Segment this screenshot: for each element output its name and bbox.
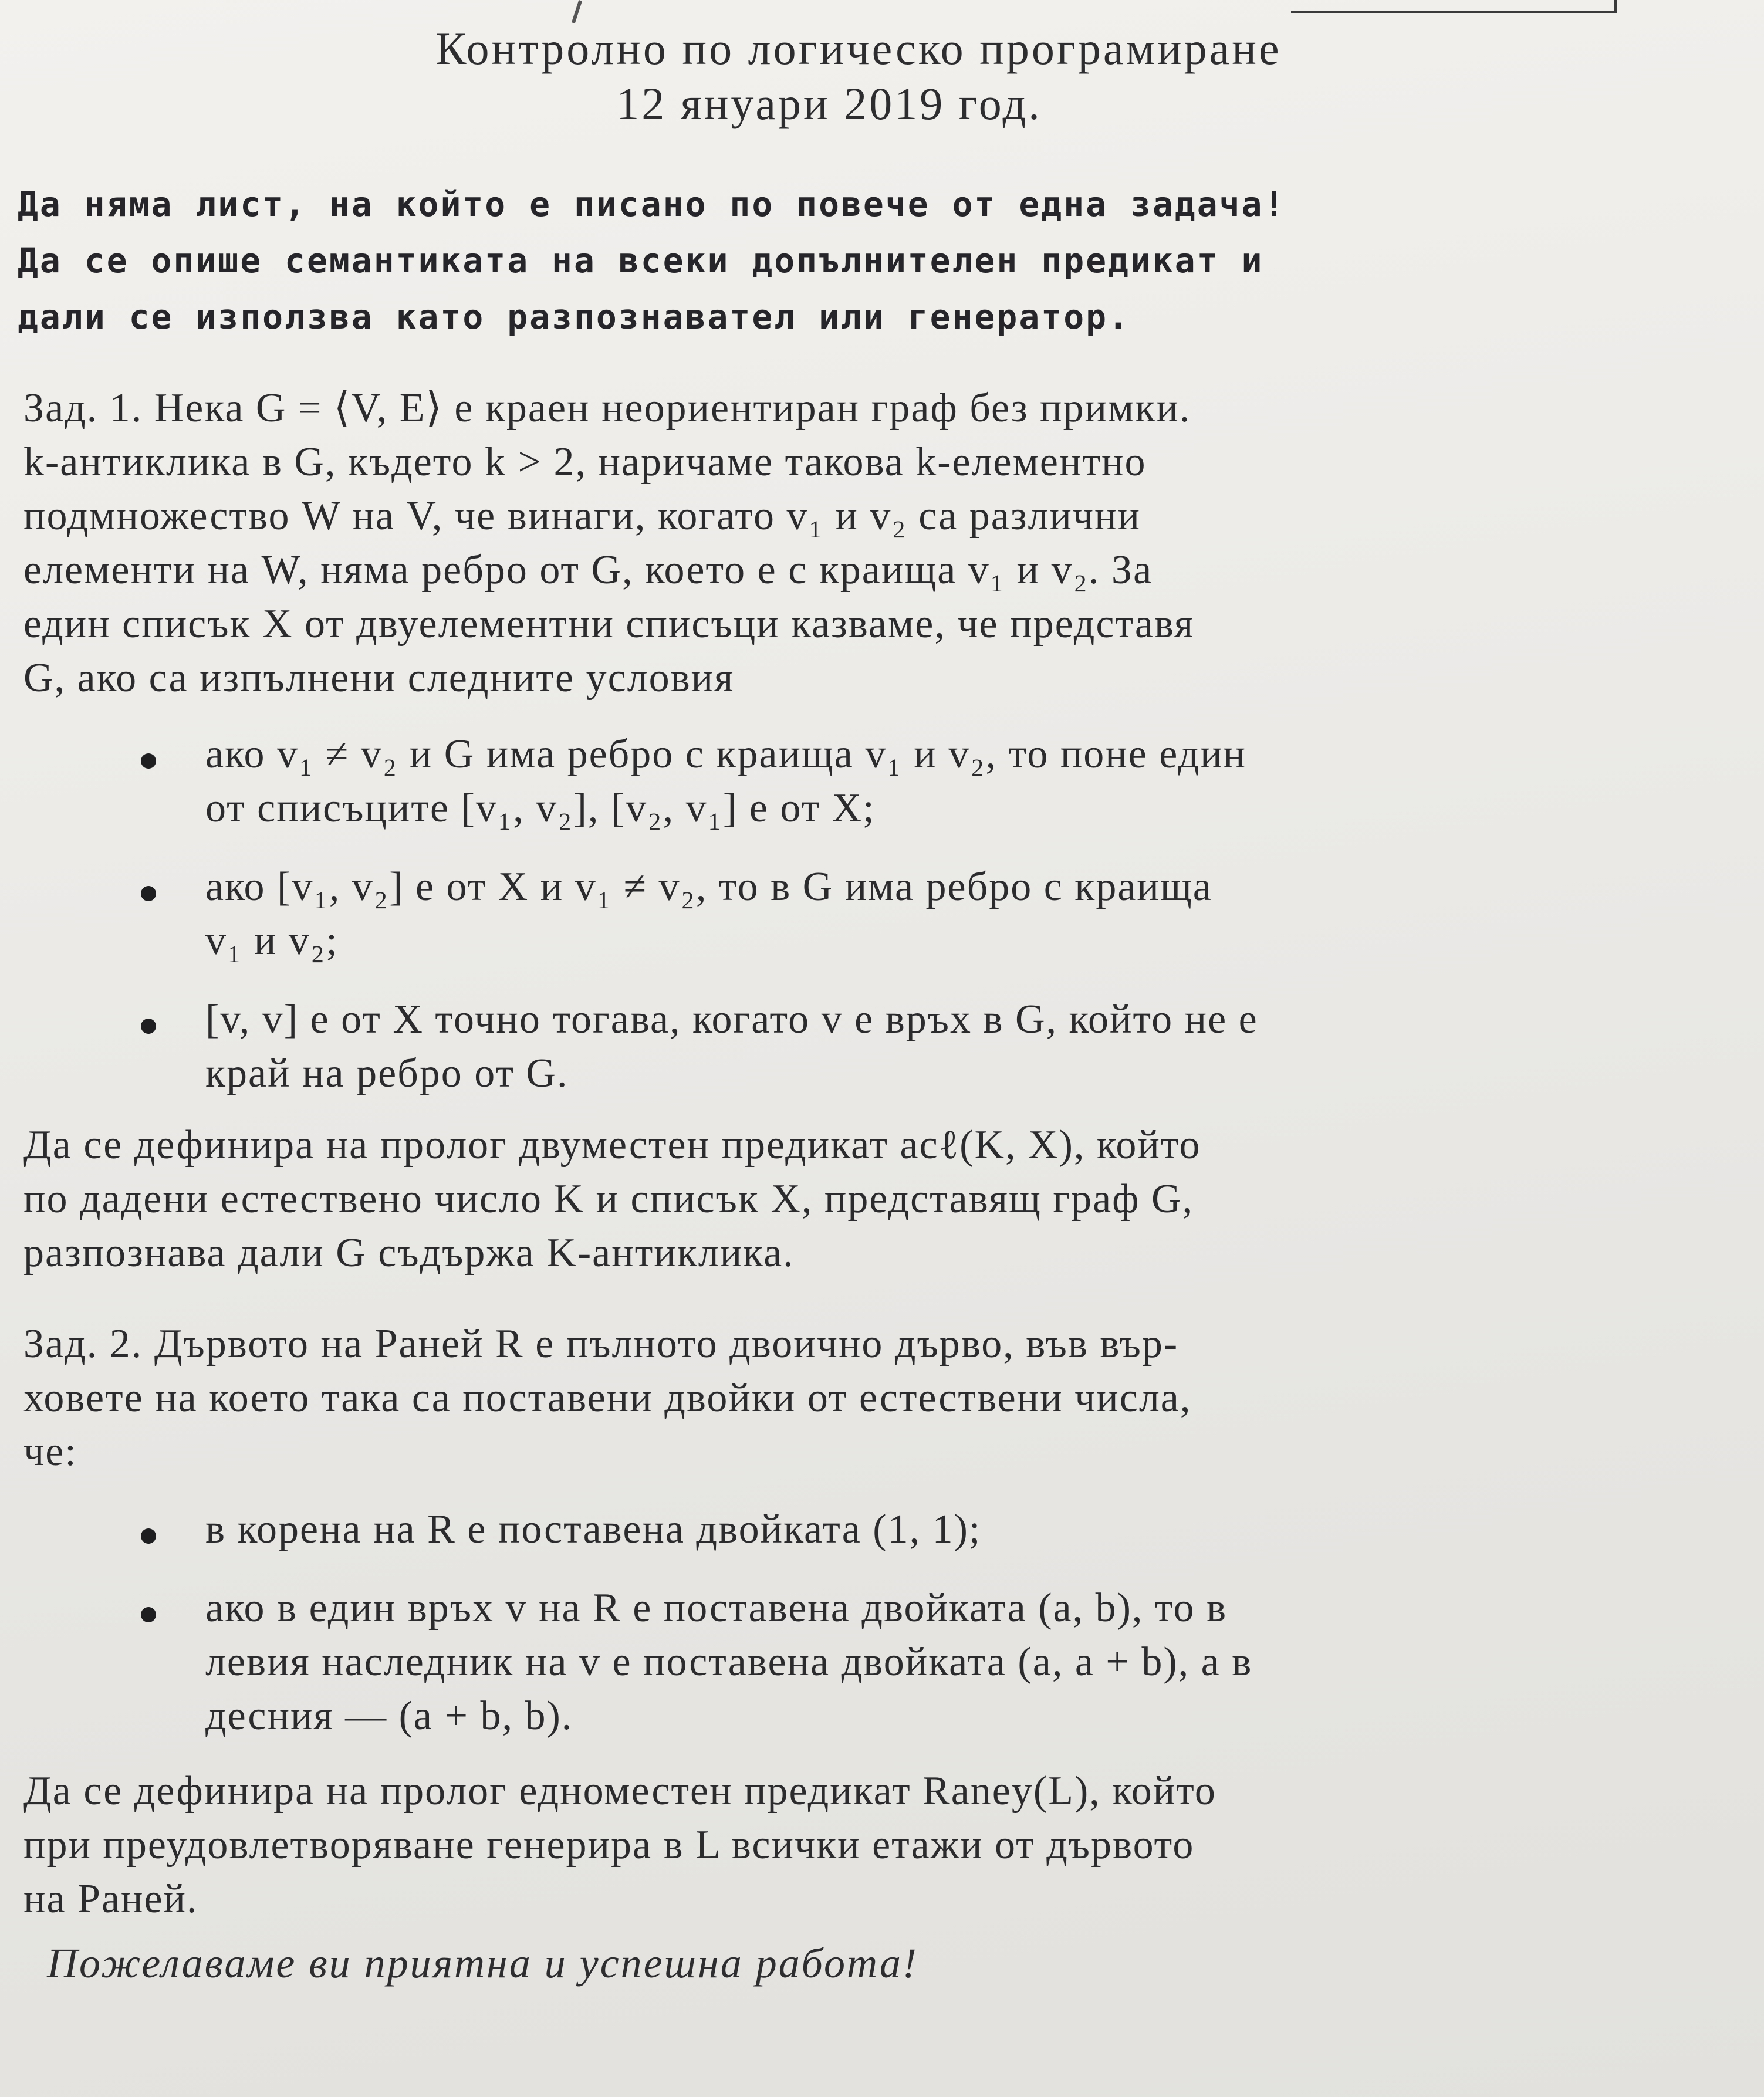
task-1-condition — [141, 993, 1608, 1101]
instruction-line: дали се използва като разпознавател или генератор. — [18, 297, 1130, 337]
condition-line: десния — (a + b, b). — [205, 1693, 573, 1739]
task-1-intro-line: Зад. 1. Нека G = ⟨V, E⟩ е краен неориентиран граф без примки. — [23, 385, 1191, 431]
task-2-condition — [141, 1503, 1608, 1557]
task-1 — [23, 381, 1608, 1280]
task-2-intro-line: че: — [23, 1429, 77, 1474]
frame-border — [1291, 0, 1617, 13]
task-2-intro-line: ховете на което така са поставени двойки от естествени числа, — [23, 1375, 1192, 1420]
requirement-line: на Раней. — [23, 1876, 198, 1922]
task-2-conditions — [23, 1503, 1608, 1743]
task-1-intro-line: G, ако са изпълнени следните условия — [23, 655, 735, 701]
task-1-intro-line: един списък X от двуелементни списъци казваме, че представя — [23, 601, 1195, 647]
bullet-icon — [141, 1607, 156, 1622]
task-1-requirement — [23, 1118, 1608, 1280]
requirement-line: по дадени естествено число K и списък X, представящ граф G, — [23, 1176, 1194, 1222]
pen-mark — [572, 0, 582, 23]
requirement-line: Да се дефинира на пролог едноместен предикат Raney(L), който — [23, 1768, 1216, 1814]
condition-line: [v, v] е от X точно тогава, когато v е връх в G, който не е — [205, 997, 1258, 1042]
task-2-condition — [141, 1581, 1608, 1743]
task-2 — [23, 1317, 1608, 1926]
requirement-line: Да се дефинира на пролог двуместен предикат acℓ(K, X), който — [23, 1122, 1201, 1168]
bullet-icon — [141, 753, 156, 769]
task-1-conditions — [23, 728, 1608, 1101]
exam-title: Контролно по логическо програмиране — [435, 23, 1282, 74]
condition-line: ако в един връх v на R е поставена двойката (a, b), то в — [205, 1585, 1228, 1631]
bullet-icon — [141, 886, 156, 901]
task-1-intro-line: елементи на W, няма ребро от G, което е с краища v₁ и v₂. За — [23, 547, 1153, 593]
task-1-intro-line: k-антиклика в G, където k > 2, наричаме такова k-елементно — [23, 439, 1147, 485]
closing-wish: Пожелаваме ви приятна и успешна работа! — [47, 1940, 918, 1987]
requirement-line: разпознава дали G съдържа K-антиклика. — [23, 1230, 795, 1276]
task-1-condition — [141, 728, 1608, 836]
bullet-icon — [141, 1019, 156, 1034]
task-1-intro-line: подмножество W на V, че винаги, когато v₁ и v₂ са различни — [23, 493, 1141, 539]
task-1-condition — [141, 860, 1608, 968]
instruction-line: Да се опише семантиката на всеки допълнителен предикат и — [18, 241, 1264, 280]
condition-line: ако [v₁, v₂] е от X и v₁ ≠ v₂, то в G има ребро с краища — [205, 864, 1212, 909]
bullet-icon — [141, 1528, 156, 1544]
condition-line: в корена на R е поставена двойката (1, 1); — [205, 1507, 982, 1552]
task-2-intro-line: Зад. 2. Дървото на Раней R е пълното двоично дърво, във вър- — [23, 1321, 1179, 1367]
condition-line: левия наследник на v е поставена двойката (a, a + b), а в — [205, 1639, 1253, 1685]
condition-line: ако v₁ ≠ v₂ и G има ребро с краища v₁ и v₂, то поне един — [205, 732, 1246, 777]
condition-line: v₁ и v₂; — [205, 918, 339, 963]
instructions — [18, 176, 1602, 345]
requirement-line: при преудовлетворяване генерира в L всички етажи от дървото — [23, 1822, 1195, 1868]
task-2-requirement — [23, 1764, 1608, 1926]
condition-line: край на ребро от G. — [205, 1051, 569, 1096]
exam-date: 12 януари 2019 год. — [616, 78, 1042, 129]
condition-line: от списъците [v₁, v₂], [v₂, v₁] е от X; — [205, 786, 876, 831]
instruction-line: Да няма лист, на който е писано по повече от една задача! — [18, 184, 1286, 224]
